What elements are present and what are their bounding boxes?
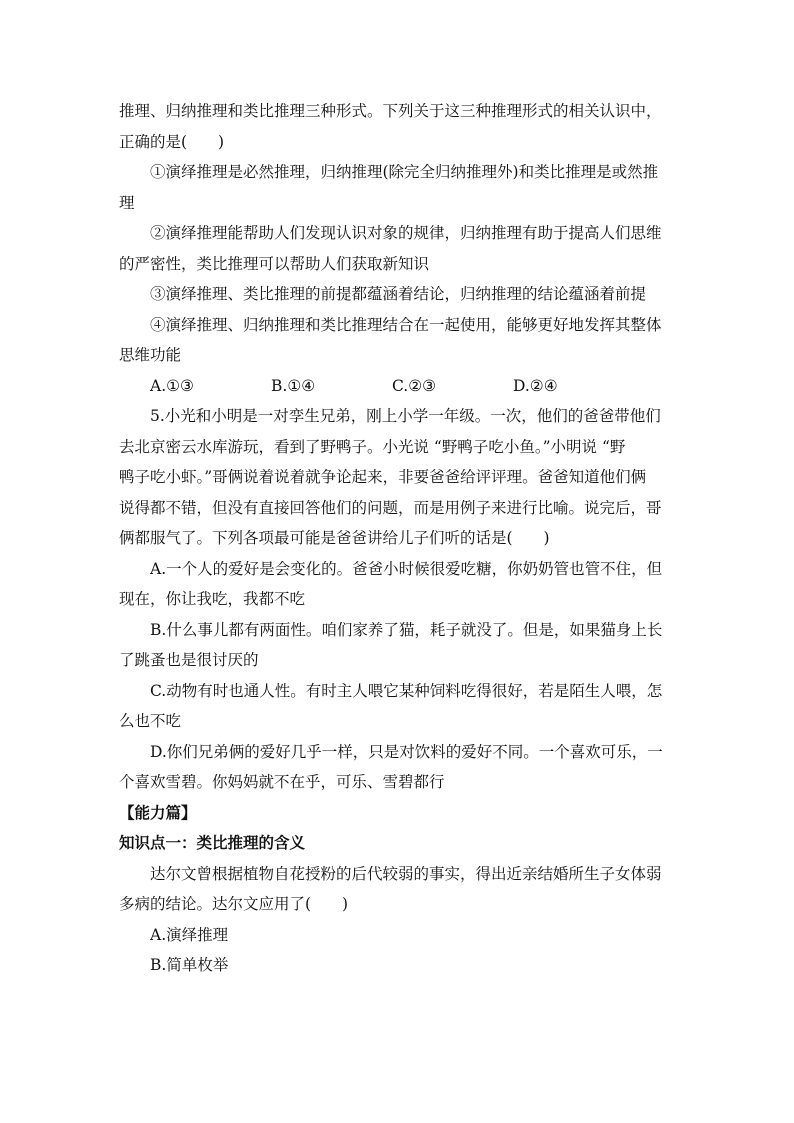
q4-statement-3: ③演绎推理、类比推理的前提都蕴涵着结论，归纳推理的结论蕴涵着前提 [150,285,647,303]
q4-statement-4-cont: 思维功能 [119,346,182,364]
q4-stem-line2: 正确的是( ) [119,132,225,151]
q4-option-c: C.②③ [392,376,437,395]
q5-option-c-cont: 么也不吃 [119,712,182,730]
q6-option-a: A.演绎推理 [150,925,229,944]
q6-option-b: B.简单枚举 [150,956,229,974]
q5-stem-line4: 说得都不错，但没有直接回答他们的问题，而是用例子来进行比喻。说完后，哥 [119,498,662,517]
q5-option-a: A.一个人的爱好是会变化的。爸爸小时候很爱吃糖，你奶奶管也管不住，但 [150,559,663,578]
q5-option-b-cont: 了跳蚤也是很讨厌的 [119,651,259,669]
section-title: 【能力篇】 [119,803,197,822]
q4-statement-2: ②演绎推理能帮助人们发现认识对象的规律，归纳推理有助于提高人们思维 [150,224,662,242]
q5-option-b: B.什么事儿都有两面性。咱们家养了猫，耗子就没了。但是，如果猫身上长 [150,620,663,639]
q5-option-d: D.你们兄弟俩的爱好几乎一样，只是对饮料的爱好不同。一个喜欢可乐，一 [150,742,663,761]
q5-option-c: C.动物有时也通人性。有时主人喂它某种饲料吃得很好，若是陌生人喂，怎 [150,681,663,700]
q4-option-a: A.①③ [150,376,194,395]
q4-option-b: B.①④ [271,376,316,395]
q5-stem-line5: 俩都服气了。下列各项最可能是爸爸讲给儿子们听的话是( ) [119,529,550,547]
q4-statement-4: ④演绎推理、归纳推理和类比推理结合在一起使用，能够更好地发挥其整体 [150,315,662,334]
page-content [119,96,689,981]
q4-statement-1-cont: 理 [119,193,135,212]
q4-statement-2-cont: 的严密性，类比推理可以帮助人们获取新知识 [119,254,430,273]
q4-options [119,371,689,402]
q5-stem-line1: 5.小光和小明是一对孪生兄弟，刚上小学一年级。一次，他们的爸爸带他们 [150,407,661,425]
q4-statement-1: ①演绎推理是必然推理，归纳推理(除完全归纳推理外)和类比推理是或然推 [150,163,659,181]
q4-stem-line1: 推理、归纳推理和类比推理三种形式。下列关于这三种推理形式的相关认识中， [119,102,662,120]
q6-stem-line2: 多病的结论。达尔文应用了( ) [119,895,349,913]
q4-option-d: D.②④ [513,376,558,395]
q5-stem-line3: 鸭子吃小虾。”哥俩说着说着就争论起来，非要爸爸给评评理。爸爸知道他们俩 [119,468,647,486]
q5-option-a-cont: 现在，你让我吃，我都不吃 [119,590,306,608]
knowledge-point-heading: 知识点一：类比推理的含义 [119,834,306,852]
q6-stem-line1: 达尔文曾根据植物自花授粉的后代较弱的事实，得出近亲结婚所生子女体弱 [150,864,662,883]
q5-stem-line2: 去北京密云水库游玩，看到了野鸭子。小光说 “野鸭子吃小鱼。”小明说 “野 [119,437,626,456]
q5-option-d-cont: 个喜欢雪碧。你妈妈就不在乎，可乐、雪碧都行 [119,773,445,791]
